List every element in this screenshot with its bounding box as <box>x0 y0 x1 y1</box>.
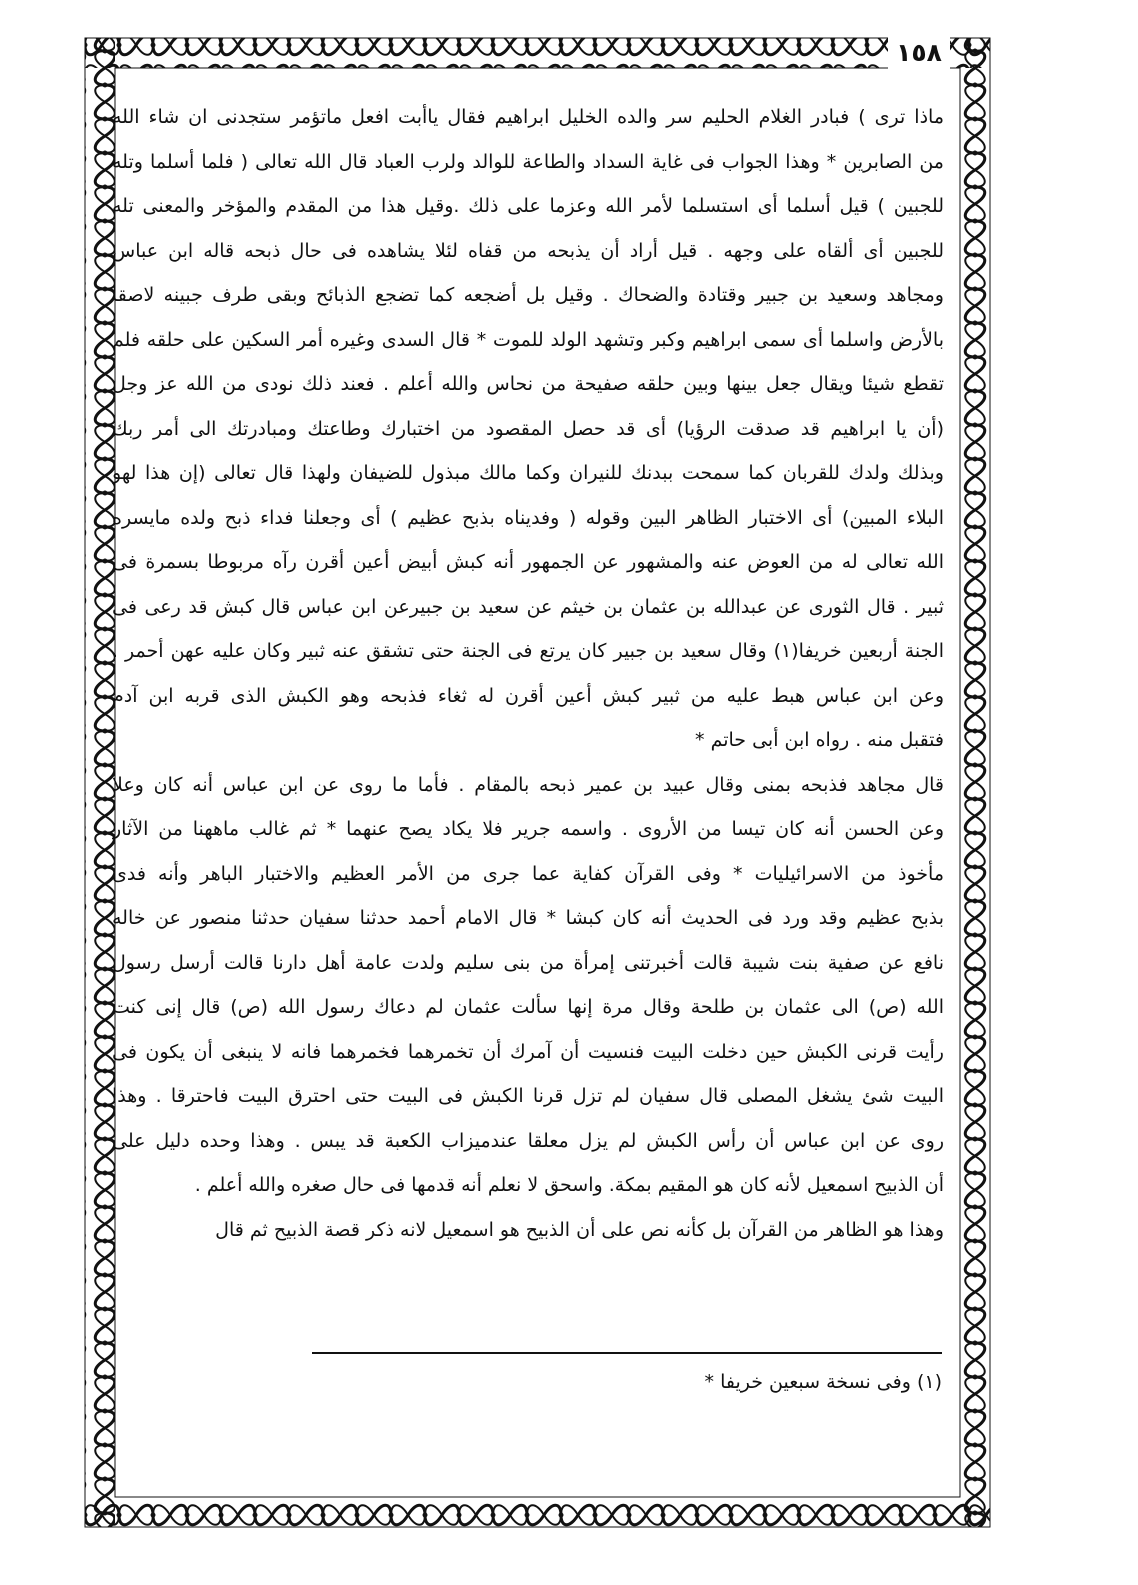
text-line: (أن يا ابراهيم قد صدقت الرؤيا) أى قد حصل المقصود من اختبارك وطاعتك ومبادرتك الى أمر ربك <box>112 417 944 440</box>
text-line: وعن ابن عباس هبط عليه من ثبير كبش أعين أقرن له ثغاء فذبحه وهو الكبش الذى قربه ابن آدم <box>112 684 944 707</box>
text-line: وعن الحسن أنه كان تيسا من الأروى . واسمه جرير فلا يكاد يصح عنهما * ثم غالب ماههنا من الآثار <box>112 818 944 840</box>
text-line: للجبين أى ألقاه على وجهه . قيل أراد أن يذبحه من قفاه لئلا يشاهده فى حال ذبحه قاله ابن عباس <box>112 239 944 262</box>
text-line: وبذلك ولدك للقربان كما سمحت ببدنك للنيران وكما مالك مبذول للضيفان ولهذا قال تعالى (إن هذا لهو <box>112 462 944 484</box>
text-line: أن الذبيح اسمعيل لأنه كان هو المقيم بمكة. واسحق لا نعلم أنه قدمها فى حال صغره والله أعلم . <box>194 1174 944 1196</box>
text-line: للجبين ) قيل أسلما أى استسلما لأمر الله وعزما على ذلك .وقيل هذا من المقدم والمؤخر والمعنى تله <box>112 195 944 217</box>
text-line: البلاء المبين) أى الاختبار الظاهر البين وقوله ( وفديناه بذبح عظيم ) أى وجعلنا فداء ذبح ولده مايسره <box>112 506 944 529</box>
text-line: بالأرض واسلما أى سمى ابراهيم وكبر وتشهد الولد للموت * قال السدى وغيره أمر السكين على حلقه فلم <box>112 328 944 351</box>
text-line: البيت شئ يشغل المصلى قال سفيان لم تزل قرنا الكبش فى البيت حتى احترق البيت فاحترقا . وهذا <box>112 1085 944 1107</box>
text-line: الجنة أربعين خريفا(١) وقال سعيد بن جبير كان يرتع فى الجنة حتى تشقق عنه ثبير وكان عليه عهن أحمر . <box>112 640 944 662</box>
text-line: الله تعالى له من العوض عنه والمشهور عن الجمهور أنه كبش أبيض أعين أقرن رآه مربوطا بسمرة فى <box>112 551 944 573</box>
text-line: من الصابرين * وهذا الجواب فى غاية السداد والطاعة للوالد ولرب العباد قال الله تعالى ( فلما أسلما وتله <box>112 150 944 173</box>
text-line: ومجاهد وسعيد بن جبير وقتادة والضحاك . وقيل بل أضجعه كما تضجع الذبائح وبقى طرف جبينه لاصقا <box>112 284 944 306</box>
page-number: ١٥٨ <box>888 36 950 70</box>
text-line: بذبح عظيم وقد ورد فى الحديث أنه كان كبشا * قال الامام أحمد حدثنا سفيان حدثنا منصور عن خاله <box>112 907 944 929</box>
frame-right <box>960 38 990 1527</box>
text-line: تقطع شيئا ويقال جعل بينها وبين حلقه صفيحة من نحاس والله أعلم . فعند ذلك نودى من الله عز وجل <box>112 373 944 395</box>
text-line: ثبير . قال الثورى عن عبدالله بن عثمان بن خيثم عن سعيد بن جبيرعن ابن عباس قال كبش قد رعى فى <box>112 595 944 618</box>
text-line: روى عن ابن عباس أن رأس الكبش لم يزل معلقا عندميزاب الكعبة قد يبس . وهذا وحده دليل على <box>112 1129 944 1152</box>
footnote-divider <box>312 1352 942 1354</box>
text-line: مأخوذ من الاسرائيليات * وفى القرآن كفاية عما جرى من الأمر العظيم والاختبار الباهر وأنه فدى <box>112 862 944 885</box>
frame-top <box>85 38 990 68</box>
text-line: قال مجاهد فذبحه بمنى وقال عبيد بن عمير ذبحه بالمقام . فأما ما روى عن ابن عباس أنه كان وعلا <box>112 773 944 796</box>
main-text <box>112 95 944 1252</box>
text-line: الله (ص) الى عثمان بن طلحة وقال مرة إنها سألت عثمان لم دعاك رسول الله (ص) قال إنى كنت <box>112 996 944 1018</box>
frame-left <box>85 38 115 1527</box>
text-line: نافع عن صفية بنت شيبة قالت أخبرتنى إمرأة من بنى سليم ولدت عامة أهل دارنا قالت أرسل رسول <box>112 951 944 974</box>
text-line: رأيت قرنى الكبش حين دخلت البيت فنسيت أن آمرك أن تخمرهما فخمرهما فانه لا ينبغى أن يكون فى <box>112 1040 944 1063</box>
footnote: (١) وفى نسخة سبعين خريفا * <box>704 1371 942 1393</box>
frame-bottom <box>85 1497 990 1527</box>
text-line: فتقبل منه . رواه ابن أبى حاتم * <box>695 729 944 751</box>
text-line: وهذا هو الظاهر من القرآن بل كأنه نص على أن الذبيح هو اسمعيل لانه ذكر قصة الذبيح ثم قال <box>215 1218 944 1241</box>
text-line: ماذا ترى ) فبادر الغلام الحليم سر والده الخليل ابراهيم فقال ياأبت افعل ماتؤمر ستجدنى ان شاء الله <box>112 106 944 128</box>
